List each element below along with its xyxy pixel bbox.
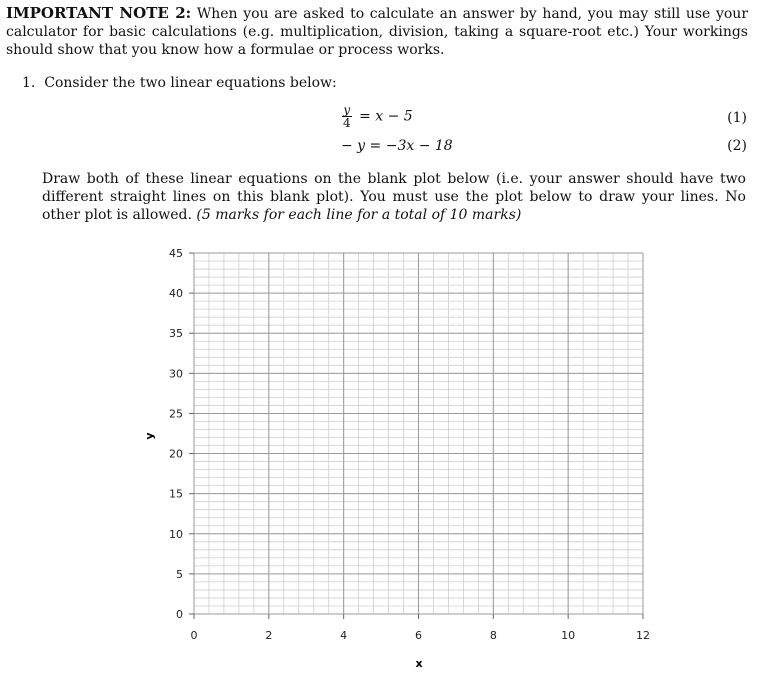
y-axis-label: y (143, 432, 156, 440)
x-tick-label: 6 (415, 629, 422, 642)
instruction-text: Draw both of these linear equations on the blank plot below (i.e. your answer should have two different straight lines on this blank plot). You must use the plot below to draw your lines. No other plot is allowed. (42, 171, 746, 223)
note-heading: IMPORTANT NOTE 2: (6, 4, 192, 22)
x-axis-label: x (415, 657, 423, 670)
equation-1-denominator: 4 (343, 116, 351, 130)
question-text: Consider the two linear equations below: (44, 75, 337, 91)
equation-1-numerator: y (343, 103, 351, 117)
marks-text: (5 marks for each line for a total of 10 marks) (196, 207, 522, 223)
y-tick-label: 25 (169, 407, 183, 421)
y-tick-label: 0 (176, 608, 183, 621)
y-tick-label: 40 (169, 287, 183, 301)
y-tick-label: 30 (169, 367, 183, 381)
equation-2-label: (2) (727, 138, 747, 154)
y-tick-label: 5 (176, 567, 183, 581)
x-tick-label: 4 (340, 629, 348, 642)
y-tick-label: 10 (169, 527, 183, 541)
x-tick-label: 10 (561, 629, 576, 642)
question-number: 1. (22, 75, 36, 91)
note-body: When you are asked to calculate an answer by hand, you may still use your calculator for basic calculations (e.g. multiplication, division, taking a square-root etc.) Your workings should show that you know how a formulae or process works. (6, 6, 749, 58)
y-tick-label: 35 (169, 327, 183, 341)
equation-2: − y = −3x − 18 (341, 138, 453, 154)
y-tick-label: 20 (169, 447, 183, 461)
y-tick-label: 15 (169, 487, 183, 501)
x-tick-label: 12 (636, 629, 650, 642)
y-tick-label: 45 (169, 247, 183, 260)
equation-1-rhs: = x − 5 (359, 108, 413, 125)
equation-1-label: (1) (727, 110, 747, 126)
x-tick-label: 8 (489, 629, 497, 642)
x-tick-label: 0 (190, 629, 198, 642)
x-tick-label: 2 (265, 629, 273, 642)
